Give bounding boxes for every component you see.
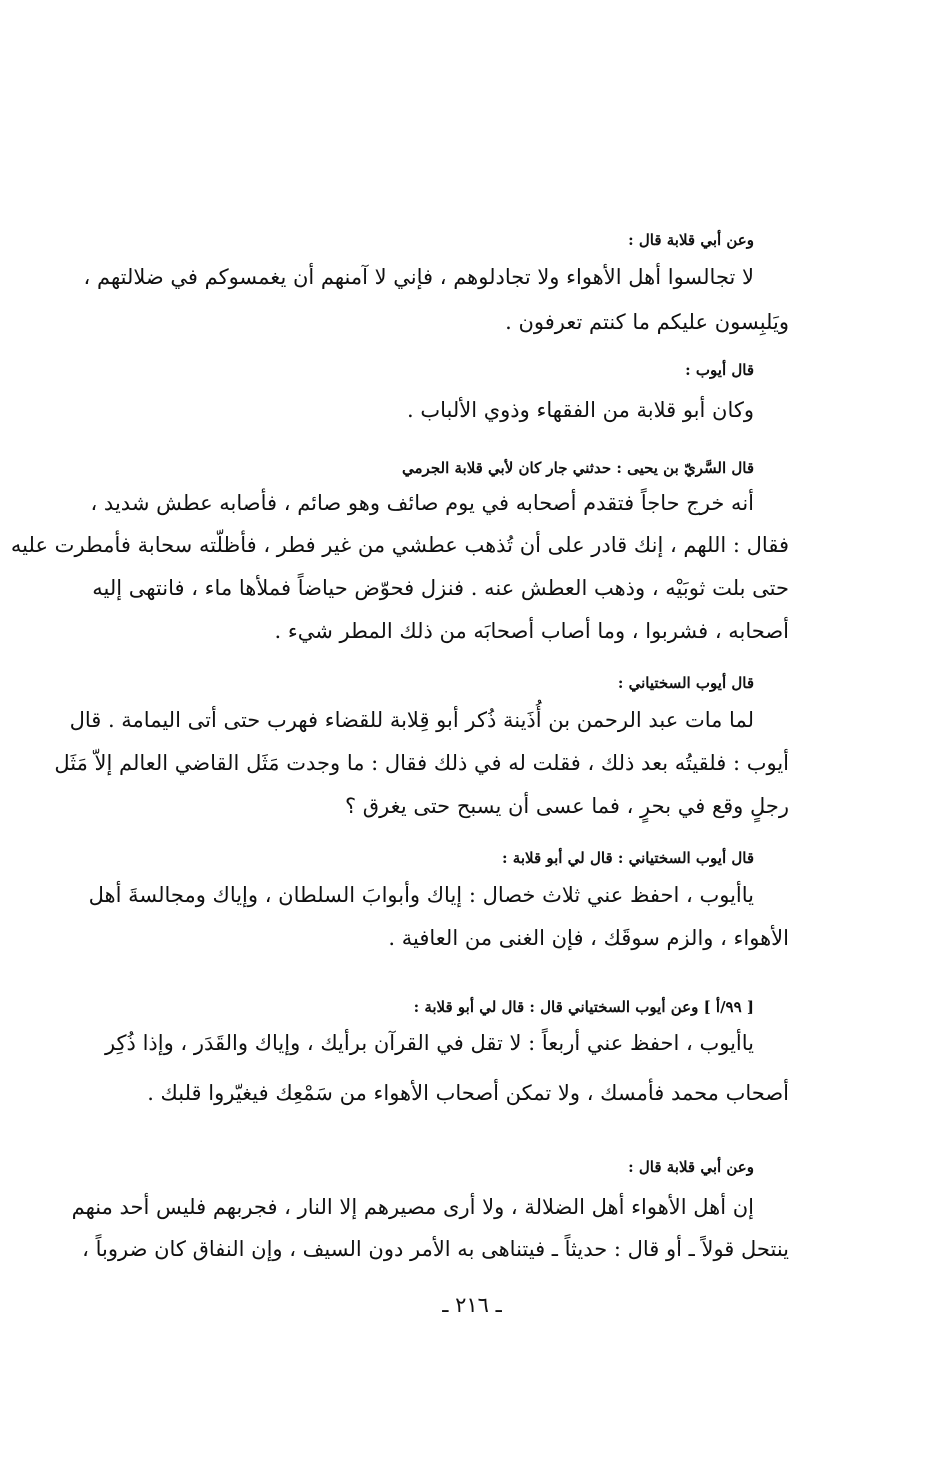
section-heading: قال أيوب : — [685, 361, 754, 379]
section-heading: وعن أبي قلابة قال : — [628, 1158, 754, 1176]
text-line: الأهواء ، والزم سوقَك ، فإن الغنى من العافية . — [388, 926, 789, 950]
text-line: لا تجالسوا أهل الأهواء ولا تجادلوهم ، فإني لا آمنهم أن يغمسوكم في ضلالتهم ، — [83, 265, 754, 289]
text-line: ينتحل قولاً ـ أو قال : حديثاً ـ فيتناهى به الأمر دون السيف ، وإن النفاق كان ضروباً ، — [82, 1237, 789, 1261]
text-line: رجلٍ وقع في بحرٍ ، فما عسى أن يسبح حتى يغرق ؟ — [344, 794, 789, 818]
text-line: أيوب : فلقيتُه بعد ذلك ، فقلت له في ذلك فقال : ما وجدت مَثَل القاضي العالم إلاّ مَثَل — [54, 751, 789, 775]
section-heading: قال أيوب السختياني : — [617, 674, 754, 692]
section-heading: وعن أبي قلابة قال : — [628, 231, 754, 249]
text-line: وكان أبو قلابة من الفقهاء وذوي الألباب . — [406, 398, 754, 422]
text-line: حتى بلت ثوبَيْه ، وذهب العطش عنه . فنزل فحوّض حياضاً فملأها ماء ، فانتهى إليه — [92, 576, 789, 600]
text-line: ويَلبِسون عليكم ما كنتم تعرفون . — [505, 310, 789, 334]
text-line: ياأيوب ، احفظ عني أربعاً : لا تقل في القرآن برأيك ، وإياك والقَدَر ، وإذا ذُكِر — [104, 1031, 754, 1055]
text-line: أصحابه ، فشربوا ، وما أصاب أصحابَه من ذلك المطر شيء . — [274, 619, 789, 643]
text-line: أصحاب محمد فأمسك ، ولا تمكن أصحاب الأهواء من سَمْعِك فيغيّروا قلبك . — [147, 1081, 789, 1105]
section-heading: قال أيوب السختياني : قال لي أبو قلابة : — [502, 849, 754, 867]
text-line: ياأيوب ، احفظ عني ثلاث خصال : إياك وأبوابَ السلطان ، وإياك ومجالسةَ أهل — [88, 883, 754, 907]
text-line: فقال : اللهم ، إنك قادر على أن تُذهب عطشي من غير فطر ، فأظلّته سحابة فأمطرت عليه — [10, 533, 789, 557]
text-line: أنه خرج حاجاً فتقدم أصحابه في يوم صائف وهو صائم ، فأصابه عطش شديد ، — [90, 491, 754, 515]
text-line: إن أهل الأهواء أهل الضلالة ، ولا أرى مصيرهم إلا النار ، فجربهم فليس أحد منهم — [71, 1195, 754, 1219]
page-number: ـ ٢١٦ ـ — [442, 1293, 502, 1317]
section-heading: قال السَّريّ بن يحيى : حدثني جار كان لأبي قلابة الجرمي — [402, 459, 754, 477]
text-line: لما مات عبد الرحمن بن أُذَينة ذُكر أبو قِلابة للقضاء فهرب حتى أتى اليمامة . قال — [69, 708, 754, 732]
section-heading: [ ٩٩/أ ] وعن أيوب السختياني قال : قال لي أبو قلابة : — [413, 998, 754, 1016]
